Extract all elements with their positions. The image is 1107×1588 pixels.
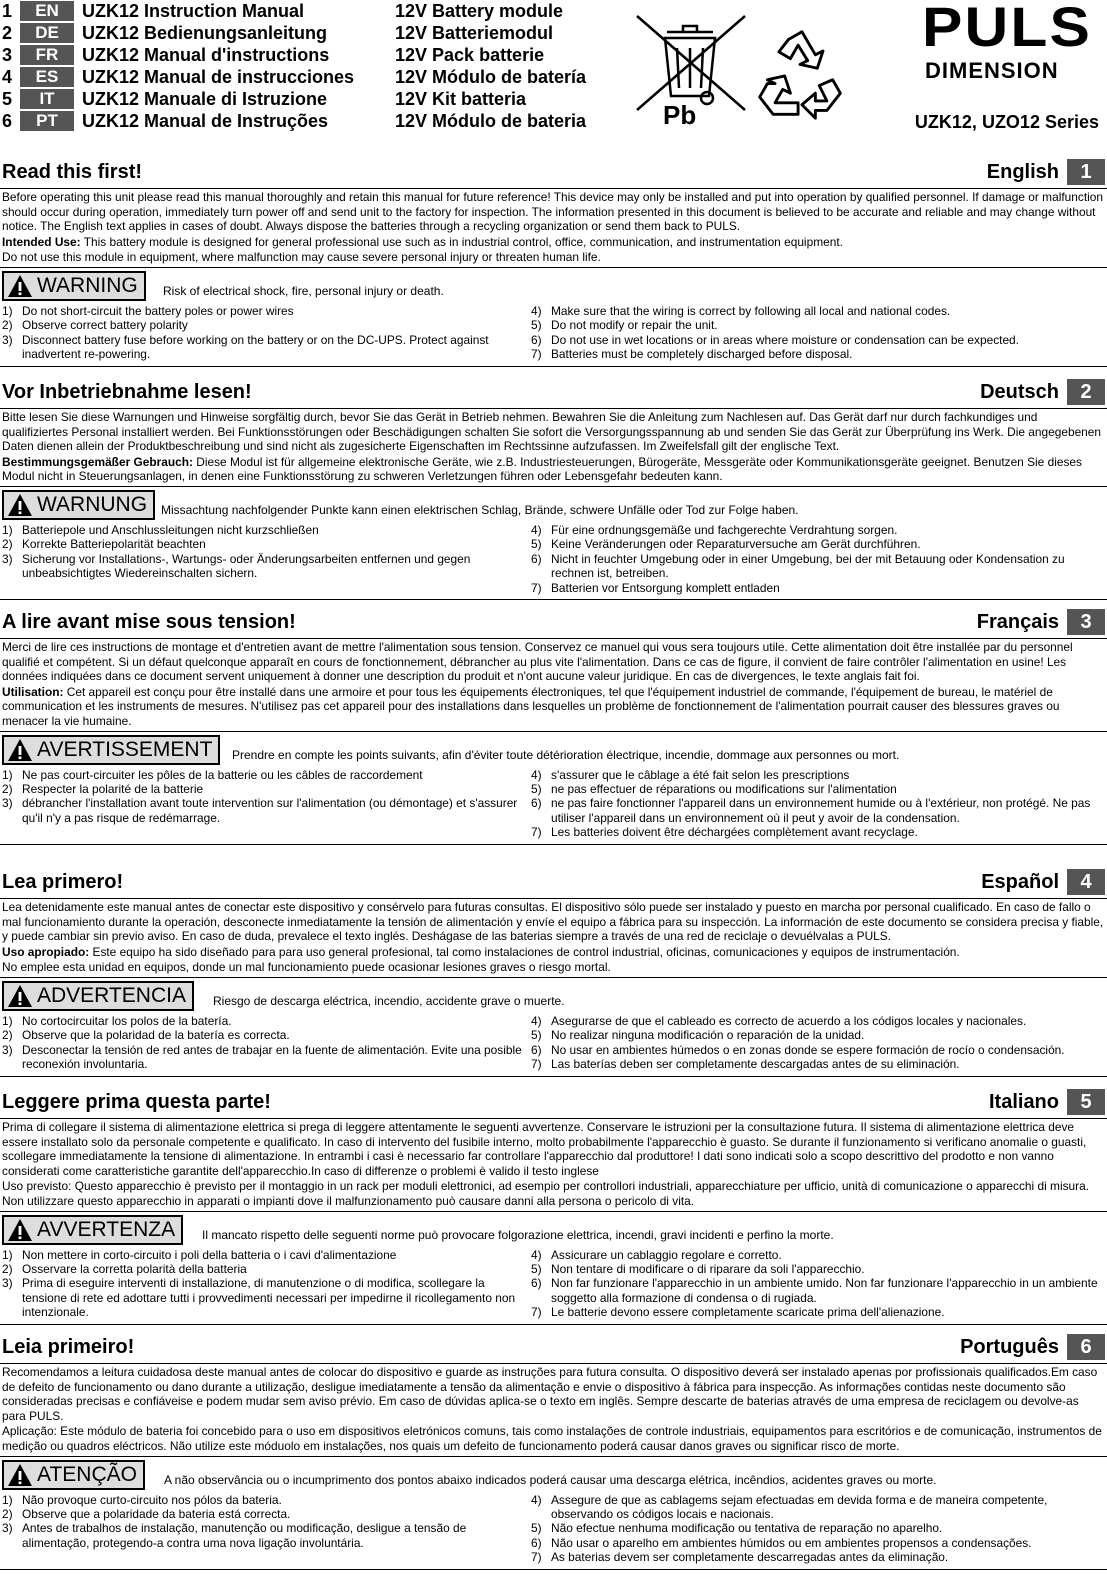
section-language: Deutsch [980,381,1059,403]
language-section-3 [0,608,1107,845]
safety-item-number: 4) [531,1247,542,1262]
safety-item-number: 7) [531,1550,542,1565]
warning-box [2,981,194,1011]
safety-item-number: 7) [531,825,542,840]
safety-items-right [531,1248,1101,1320]
manual-title: UZK12 Bedienungsanleitung [82,23,328,43]
safety-item-number: 7) [531,1057,542,1072]
safety-item [531,1536,1101,1550]
intro-paragraph: Before operating this unit please read this manual thoroughly and retain this manual for future reference! This device may only be installed and put into operation by qualified personnel. If damage or malfunction should occur during operation, immediately turn power off and send unit to the factory for inspection. The information presented in this document is believed to be accurate and reliable and may change without notice. The English text applies in cases of doubt. Always dispose the batteries through a recycling organization or send them back to PULS. [2,190,1103,234]
safety-items-left [2,304,522,362]
section-title: Read this first! [2,161,143,183]
section-language: Français [976,611,1059,633]
section-language: Português [960,1336,1059,1358]
warning-triangle-icon [7,493,33,517]
warning-box [2,1460,145,1490]
safety-item-number: 4) [531,522,542,537]
safety-items-left [2,1493,522,1551]
safety-item-text: Batteriepole und Anschlussleitungen nicht kurzschließen [22,522,319,537]
safety-item [531,581,1101,595]
safety-item-text: Ne pas court-circuiter les pôles de la batterie ou les câbles de raccordement [22,767,423,782]
safety-item-number: 5) [531,781,542,796]
safety-item [2,523,522,537]
safety-item-number: 6) [531,1535,542,1550]
safety-item-number: 3) [2,1042,13,1057]
intended-use-paragraph [0,234,1107,250]
safety-item-number: 6) [531,551,542,566]
safety-item-text: Não usar o aparelho em ambientes húmidos ou em ambientes propensos a condensações. [551,1535,1032,1550]
safety-item-number: 4) [531,1013,542,1028]
section-header [0,1088,1107,1119]
safety-item-number: 7) [531,580,542,595]
safety-item-text: Não provoque curto-circuito nos pólos da bateria. [22,1492,282,1507]
safety-item-number: 2) [2,781,13,796]
safety-item-text: Do not modify or repair the unit. [551,318,718,333]
module-title: 12V Módulo de batería [395,67,587,87]
safety-item-text: Respecter la polarité de la batterie [22,781,204,796]
section-language: English [986,161,1059,183]
intended-use-restriction: Do not use this module in equipment, where malfunction may cause severe personal injury or threaten human life. [2,250,601,265]
manual-title: UZK12 Manual d'instructions [82,45,330,65]
warning-row [0,486,1107,523]
warning-triangle-icon [7,1218,33,1242]
safety-item-text: Antes de trabalhos de instalação, manutenção ou modificação, desligue a tensão de alimentação, protegendo-a contra uma nova ligação involuntária. [22,1521,467,1550]
safety-item-number: 5) [531,1028,542,1043]
safety-item [2,1028,522,1042]
safety-item-text: Desconectar la tensión de red antes de trabajar en la fuente de alimentación. Evite una posible reconexión involuntaria. [22,1042,522,1072]
language-number: 5 [2,89,13,109]
safety-item-number: 1) [2,303,13,318]
section-title: Vor Inbetriebnahme lesen! [2,381,252,403]
language-number: 3 [2,45,13,65]
safety-item-text: Non tentare di modificare o di riparare da soli l'apparecchio. [551,1261,865,1276]
language-section-1 [0,158,1107,367]
safety-items-right [531,304,1101,362]
safety-item-number: 1) [2,1247,13,1262]
language-section-4 [0,868,1107,1077]
safety-item-text: Batterien vor Entsorgung komplett entladen [551,580,780,595]
safety-item-number: 6) [531,796,542,811]
section-header [0,608,1107,639]
safety-items-right [531,1493,1101,1565]
warning-box [2,490,155,520]
section-title: Leia primeiro! [2,1336,135,1358]
dimension-logo: DIMENSION [925,58,1059,83]
intro-paragraph: Lea detenidamente este manual antes de conectar este dispositivo y consérvelo para futuras consultas. El dispositivo sólo puede ser instalado y puesto en marcha por personal cualificado. En caso de fallo o mal funcionamiento durante la operación, desconecte inmediatamente la tensión de alimentación y envíe el equipo a fábrica para su inspección. La información de este documento se considera precisa y fiable, y puede cambiar sin previo aviso. En caso de duda, prevalece el texto inglés. Deshágase de las baterias siempre a través de una red de reciclaje o devuélvalas a PULS. [2,900,1104,944]
module-title: 12V Módulo de bateria [395,111,587,131]
warning-row [0,1456,1107,1493]
safety-items [0,768,1107,845]
safety-item-number: 7) [531,1305,542,1320]
safety-item [531,782,1101,796]
language-code-badge: ES [20,67,74,87]
safety-item-text: Non far funzionare l'apparecchio in un ambiente umido. Non far funzionare l'apparecchio in un ambiente soggetto alla formazione di condensa o di rugiada. [551,1276,1098,1305]
intended-use-label: Intended Use: [2,234,81,249]
safety-items [0,1248,1107,1325]
language-number: 2 [2,23,13,43]
safety-item [531,1550,1101,1564]
intended-use-label: Utilisation: [2,684,64,699]
safety-item-number: 3) [2,551,13,566]
safety-item [2,537,522,551]
warning-row [0,267,1107,304]
crossed-out-bin-icon [633,10,753,130]
warning-text: Missachtung nachfolgender Punkte kann einen elektrischen Schlag, Brände, schwere Unfälle oder Tod zur Folge haben. [161,502,799,517]
section-header [0,158,1107,189]
language-number: 1 [2,1,13,21]
intended-use-paragraph [0,1423,1107,1453]
intended-use-text: Uso previsto: Questo apparecchio è previsto per il montaggio in un rack per moduli elettronici, ad esempio per controllori industriali, apparecchiature per ufficio, unità di comunicazione o apparecchi di misura. Non utilizzare questo apparecchio in apparati o impianti dove il malfunzionamento può causare danni alla persona o pericolo di vita. [2,1179,1090,1208]
safety-item-text: Não efectue nenhuma modificação ou tentativa de reparação no aparelho. [551,1521,943,1536]
safety-items [0,1493,1107,1570]
safety-item [2,304,522,318]
safety-item-text: Non mettere in corto-circuito i poli della batteria o i cavi d'alimentazione [22,1247,397,1262]
safety-item-number: 6) [531,1042,542,1057]
series-label: UZK12, UZO12 Series [914,112,1099,132]
safety-item-text: Asegurarse de que el cableado es correcto de acuerdo a los códigos locales y nacionales. [551,1013,1027,1028]
safety-item-text: Osservare la corretta polarità della batteria [22,1261,247,1276]
language-number: 6 [2,111,13,131]
warning-box [2,271,146,301]
section-number-badge: 4 [1067,869,1105,895]
recycle-icon [752,26,848,122]
warning-row [0,1211,1107,1248]
safety-items [0,523,1107,600]
section-number-badge: 2 [1067,379,1105,405]
section-header [0,378,1107,409]
intended-use-text: Aplicação: Este módulo de bateria foi concebido para o uso em dispositivos eletrónicos comuns, tais como instalações de controle industriais, equipamentos para escritórios e de comunicação, instrumentos de medição ou quadros eléctricos. Não utilize este móduolo em instalações, nos quais um defeito de funcionamento poderá causar danos graves ou significar risco de morte. [2,1424,1102,1453]
safety-item-text: Observe que la polaridad de la batería es correcta. [22,1028,290,1043]
safety-item-number: 6) [531,1276,542,1291]
safety-item-number: 2) [2,537,13,552]
language-number: 4 [2,67,13,87]
safety-item-number: 1) [2,1492,13,1507]
safety-item [2,1507,522,1521]
safety-item [531,768,1101,782]
safety-item-text: s'assurer que le câblage a été fait selon les prescriptions [551,767,850,782]
safety-item-text: ne pas effectuer de réparations ou modifications sur l'alimentation [551,781,897,796]
intended-use-text: Cet appareil est conçu pour être installé dans une armoire et pour tous les équipements électroniques, tel que l'équipement industriel de commande, l'équipement de bureau, le matériel de communication et les instruments de mesures. N'utilisez pas cet appareil pour des installations dans lesquelles un problème de fonctionnement de l'alimentation pourrait causer des blessures graves ou menacer la vie humaine. [2,684,1060,728]
document-header [0,0,1107,145]
manual-title: UZK12 Manual de Instruções [82,111,329,131]
safety-item-text: Make sure that the wiring is correct by following all local and national codes. [551,303,951,318]
module-title: 12V Battery module [395,1,564,21]
safety-item [531,1305,1101,1319]
language-code-badge: IT [20,89,74,109]
safety-item-number: 5) [531,537,542,552]
safety-item-number: 5) [531,1261,542,1276]
safety-item-number: 3) [2,1276,13,1291]
safety-items [0,1014,1107,1077]
puls-logo [922,2,1094,50]
safety-item [2,1248,522,1262]
safety-item [2,1262,522,1276]
module-title: 12V Pack batterie [395,45,545,65]
intended-use-paragraph [0,454,1107,484]
safety-item-number: 6) [531,332,542,347]
warning-label: AVVERTENZA [37,1217,176,1241]
safety-item-number: 2) [2,1506,13,1521]
safety-item-text: Les batteries doivent être déchargées complètement avant recyclage. [551,825,918,840]
safety-item [2,318,522,332]
safety-item [531,304,1101,318]
safety-item-text: Batteries must be completely discharged before disposal. [551,347,853,362]
language-section-6 [0,1333,1107,1570]
warning-triangle-icon [7,984,33,1008]
safety-items [0,304,1107,367]
safety-item-text: Korrekte Batteriepolarität beachten [22,537,206,552]
safety-item [2,1014,522,1028]
intended-use-paragraph [0,684,1107,729]
safety-item [531,796,1101,825]
safety-items-left [2,523,522,581]
manual-title: UZK12 Instruction Manual [82,1,305,21]
safety-item-number: 2) [2,1261,13,1276]
safety-item-text: Observe que a polaridade da bateria está correcta. [22,1506,291,1521]
safety-items-left [2,1248,522,1320]
section-number-badge: 1 [1067,159,1105,185]
safety-item [531,825,1101,839]
section-header [0,868,1107,899]
safety-item [531,333,1101,347]
warning-text: A não observância ou o incumprimento dos pontos abaixo indicados poderá causar uma descarga elétrica, incêndios, acidentes graves ou morte. [164,1472,937,1487]
section-number-badge: 3 [1067,609,1105,635]
safety-item [2,1521,522,1550]
safety-item [531,537,1101,551]
svg-text:PULS: PULS [922,2,1092,50]
intended-use-label: Uso apropiado: [2,944,90,959]
safety-item-text: Disconnect battery fuse before working on the battery or on the DC-UPS. Protect against inadvertent re-powering. [22,332,489,362]
intended-use-text: This battery module is designed for general professional use such as in industrial control, office, communication, and instrumentation equipment. [80,234,843,249]
section-header [0,1333,1107,1364]
warning-label: ADVERTENCIA [37,983,186,1007]
intended-use-paragraph [0,944,1107,960]
safety-item-number: 4) [531,303,542,318]
safety-item [2,1493,522,1507]
safety-item [531,318,1101,332]
safety-item [531,1262,1101,1276]
safety-item [2,768,522,782]
safety-item-number: 3) [2,796,13,811]
safety-item-text: No cortocircuitar los polos de la batería. [22,1013,232,1028]
module-title: 12V Kit batteria [395,89,527,109]
section-number-badge: 5 [1067,1089,1105,1115]
intro-paragraph: Merci de lire ces instructions de montage et d'entretien avant de mettre l'alimentation sous tension. Conservez ce manuel qui vous sera toujours utile. Cette alimentation doit être installée par du personnel qualifié et compétent. Si un défaut quelconque apparaît en cours de fonctionnement, débrancher au plus vite l'alimentation. Dans ce cas de figure, il convient de faire contrôler l'alimentation en usine! Les données indiquées dans ce document servent uniquement à donner une description du produit et n'ont aucune valeur juridique. En cas de divergences, le texte anglais fait foi. [2,640,1073,684]
manual-title: UZK12 Manual de instrucciones [82,67,355,87]
safety-item-number: 3) [2,1521,13,1536]
safety-items-left [2,1014,522,1072]
intended-use-text: Diese Modul ist für allgemeine elektronische Geräte, wie z.B. Industriesteuerungen, Bürogeräte, Messgeräte oder Kommunikationsgeräte geeignet. Benutzen Sie dieses Modul nicht in Steuerungsanlagen, in denen eine Funktionsstörung zu schweren Verletzungen führen oder Lebensgefahr bedeuten kann. [2,454,1082,484]
section-language: Español [981,871,1059,893]
language-code-badge: PT [20,111,74,131]
safety-item-text: No realizar ninguna modificación o reparación de la unidad. [551,1028,865,1043]
safety-item-text: Le batterie devono essere completamente scaricate prima dell'alienazione. [551,1305,945,1320]
safety-item [531,1521,1101,1535]
intended-use-paragraph [0,1178,1107,1208]
safety-item [531,552,1101,581]
safety-item [2,552,522,581]
module-title: 12V Batteriemodul [395,23,554,43]
safety-item-text: Do not use in wet locations or in areas where moisture or condensation can be expected. [551,332,1019,347]
safety-item-text: ne pas faire fonctionner l'appareil dans un environnement humide ou à l'extérieur, non protégé. Ne pas utiliser l'appareil dans un environnement où il peut y avoir de la condensation. [551,796,1091,825]
warning-text: Risk of electrical shock, fire, personal injury or death. [163,283,444,298]
warning-label: WARNING [37,273,138,297]
safety-item [531,1248,1101,1262]
section-title: Lea primero! [2,871,124,893]
safety-item [531,1276,1101,1305]
safety-item [2,333,522,362]
safety-item-text: Prima di eseguire interventi di installazione, di manutenzione o di modifica, scollegare la tensione di rete ed adottare tutti i provvedimenti necessari per impedirne il ricollegamento non intenzionale. [22,1276,516,1320]
warning-box [2,1215,183,1245]
safety-item-number: 4) [531,767,542,782]
manual-title: UZK12 Manuale di Istruzione [82,89,328,109]
safety-item-text: Observe correct battery polarity [22,318,188,333]
section-title: A lire avant mise sous tension! [2,611,296,633]
warning-label: WARNUNG [37,492,148,516]
section-language: Italiano [988,1091,1059,1113]
safety-item [531,523,1101,537]
safety-item [531,1043,1101,1057]
safety-item-number: 1) [2,767,13,782]
safety-item [531,1028,1101,1042]
intended-use-text: Este equipo ha sido diseñado para para uso general profesional, tal como instalaciones de control industrial, oficinas, comunicaciones y equipos de instrumentación. [89,944,960,959]
safety-item [531,347,1101,361]
language-code-badge: EN [20,1,74,21]
safety-item-text: Sicherung vor Installations-, Wartungs- oder Änderungsarbeiten entfernen und gegen unbeabsichtigtes Wiedereinschalten sichern. [22,551,471,581]
safety-item [2,782,522,796]
safety-item-text: Für eine ordnungsgemäße und fachgerechte Verdrahtung sorgen. [551,522,898,537]
safety-item-number: 2) [2,318,13,333]
safety-item-text: Nicht in feuchter Umgebung oder in einer Umgebung, bei der mit Betauung oder Kondensation zu rechnen ist, betreiben. [551,551,1065,581]
section-number-badge: 6 [1067,1334,1105,1360]
safety-item [2,1043,522,1072]
safety-items-right [531,768,1101,840]
language-code-badge: DE [20,23,74,43]
warning-box [2,735,220,765]
warning-triangle-icon [7,274,33,298]
language-section-5 [0,1088,1107,1325]
lead-symbol-label: Pb [663,100,697,130]
intro-paragraph: Recomendamos a leitura cuidadosa deste manual antes de colocar do dispositivo e guarde as instruções para futura consulta. O dispositivo deverá ser instalado apenas por profissionais qualificados.Em caso de defeito de funcionamento ou dano durante a utilização, desligue imediatamente a tensão da alimentação e envie o dispositivo à fábrica para inspecção. As informações contidas neste documento são consideradas precisas e confiáveise e podem mudar sem aviso prévio. Em caso de dúvidas aplica-se o texto em inglês. Sempre descarte de baterias através de uma empresa de reciclagem ou devolve-as para PULS. [2,1365,1098,1423]
warning-triangle-icon [7,1463,33,1487]
safety-item [531,1493,1101,1522]
language-section-2 [0,378,1107,600]
safety-item [531,1014,1101,1028]
language-code-badge: FR [20,45,74,65]
intro-paragraph: Bitte lesen Sie diese Warnungen und Hinweise sorgfältig durch, bevor Sie das Gerät in Betrieb nehmen. Bewahren Sie die Anleitung zum Nachlesen auf. Das Gerät darf nur durch fachkundiges und qualifiziertes Personal installiert werden. Bei Funktionsstörungen oder Beschädigungen schalten Sie sofort die Versorgungsspannung ab und senden Sie das Gerät zur Überprüfung ins Werk. Die angegebenen Daten dienen allein der Produktbeschreibung und sind nicht als zugesicherte Eigenschaften im Rechtssinne aufzufassen. Im Zweifelsfall gilt der englische Text. [2,410,1102,454]
safety-item-number: 1) [2,1013,13,1028]
safety-item-text: As baterias devem ser completamente descarregadas antes da eliminação. [551,1550,949,1565]
warning-triangle-icon [7,738,33,762]
intended-use-label: Bestimmungsgemäßer Gebrauch: [2,454,193,469]
warning-row [0,731,1107,768]
warning-label: ATENÇÃO [37,1462,137,1486]
safety-item-text: Keine Veränderungen oder Reparaturversuche am Gerät durchführen. [551,537,921,552]
safety-item [2,796,522,825]
intended-use-restriction: No emplee esta unidad en equipos, donde un mal funcionamiento puede ocasionar lesiones graves o riesgo mortal. [2,960,611,975]
safety-item-number: 4) [531,1492,542,1507]
safety-item [531,1057,1101,1071]
safety-item-text: Do not short-circuit the battery poles or power wires [22,303,294,318]
safety-item-number: 3) [2,332,13,347]
safety-items-right [531,523,1101,595]
safety-item-number: 1) [2,522,13,537]
safety-item-number: 5) [531,318,542,333]
safety-items-left [2,768,522,826]
safety-items-right [531,1014,1101,1072]
safety-item-text: Assicurare un cablaggio regolare e corretto. [551,1247,782,1262]
safety-item-text: débrancher l'installation avant toute intervention sur l'alimentation (ou démontage) et s'assurer qu'il n'y a pas risque de redémarrage. [22,796,518,825]
safety-item-text: Assegure de que as cablagems sejam efectuadas em devida forma e de maneira competente, observando os códigos locais e nacionais. [551,1492,1048,1521]
warning-text: Prendre en compte les points suivants, afin d'éviter toute détérioration électrique, incendie, dommage aux personnes ou mort. [232,747,900,762]
safety-item-number: 5) [531,1521,542,1536]
safety-item-text: Las baterías deben ser completamente descargadas antes de su eliminación. [551,1057,960,1072]
safety-item-number: 7) [531,347,542,362]
safety-item-text: No usar en ambientes húmedos o en zonas donde se espere formación de rocío o condensación. [551,1042,1065,1057]
safety-item [2,1276,522,1319]
safety-item-number: 2) [2,1028,13,1043]
intro-paragraph: Prima di collegare il sistema di alimentazione elettrica si prega di leggere attentamente le seguenti avvertenze. Conservare le istruzioni per la consultazione futura. Il sistema di alimentazione elettrica deve essere installato solo da personale competente e qualificato. In caso di intervento del fusibile interno, molto probabilmente l'apparecchio è guasto. Se durante il funzionamento si verificano anomalie o guasti, scollegare immediatamente la tensione di alimentazione. In entrambi i casi è necessario far controllare l'apparecchio dal produttore! I dati sono indicati solo a scopo descrittivo del prodotto e non vanno considerati come caratteristiche garantite dell'apparecchio.In caso di differenze o problemi è valido il testo inglese [2,1120,1087,1178]
warning-text: Il mancato rispetto delle seguenti norme può provocare folgorazione elettrica, incendi, gravi incidenti e perfino la morte. [202,1227,834,1242]
section-title: Leggere prima questa parte! [2,1091,271,1113]
warning-row [0,977,1107,1014]
warning-label: AVERTISSEMENT [37,737,213,761]
warning-text: Riesgo de descarga eléctrica, incendio, accidente grave o muerte. [213,993,565,1008]
